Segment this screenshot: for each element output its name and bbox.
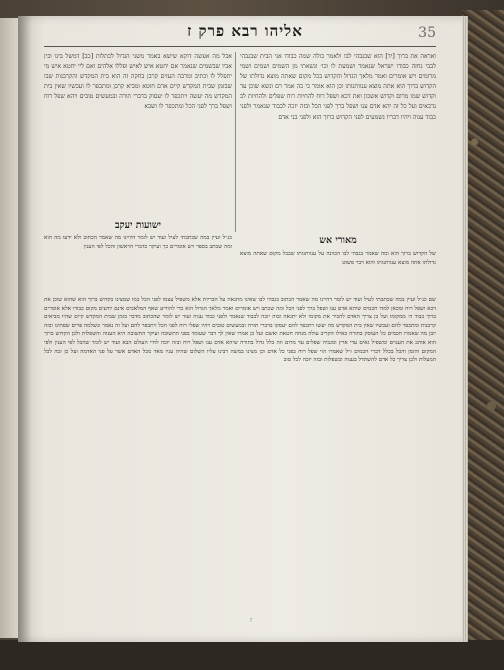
main-text-left-column: אבל מה אעשה דוקא שישא באמר משני הגדול לכתלות [כב] דמשל בינו ובין אביו שבשמים שנאמר אם יחטא איש לאיש ופללו אלהים ואם ליי יחטא איש מי יתפלל לו וכתיב ומרבה העזים קרבן בחקה זה הוא בית המקדש והקרבנות שבו שבזמן שבית המקדש קיים אדם חוטא ומביא קרבן ומתכפר לו ועכשיו שאין בית המקדש מה יעשה ויתכפר לו יעסוק בדברי תורה ובמעשים טובים ויהא שפל רוח ושפל ברך לפני הכל ומתכפר לו ושבא — [44, 53, 232, 111]
footer-mark: ז — [250, 616, 252, 624]
commentary-full-width-block: שם כנ״ל ועיין במה שכתבתי לעיל ועוד יש לומר דהיינו מה שאמר הכתוב בגבהי לבו שאינו מתגאה על הבריות אלא משפיל עצמו לפני הכל כמו שמצינו בקדוש ברוך הוא שהוא שוכן את דכא ושפל רוח ומכאן למדו חכמים שיהא אדם ענו ושפל ברך לפני הכל ומה שכתב ויש אומרים ואמר מלאך הגדול הוא כדי להודיע שאף המלאכים אינם יודעים מקום כבודו אלא אומרים ברוך כבוד ה׳ ממקומו ועל כן צריך האדם להכיר את מקומו ולא יתגאה ובזה יזכה לכבוד שנאמר ולפני כבוד ענוה ועוד יש לומר שהכתוב מדבר בזמן שבית המקדש קיים שהיו מביאים קרבנות ומתכפר להם ועכשיו שאין בית המקדש מה יעשו ויתכפר להם יעסקו בדברי תורה ובמעשים טובים ויהיו שפלי רוח לפני הכל ויתכפר להם ועל זה נאמר ונשלמה פרים שפתינו ובזה יובן מה שאמרו חכמים כל העוסק בתורה כאילו הקריב עולה מנחה חטאת ואשם ועל כן אמרו שאין לך דבר שעומד בפני התשובה ועיקר התשובה היא הענוה והשפלות ולכן הקדוש ברוך הוא אוהב את הענוים ומשפיל גאים עדי ארץ ומגביה שפלים עד מרום וזה כלל גדול בתורה שיהא אדם ענו ושפל רוח ובזה יזכה לחיי העולם הבא ועוד יש לומר שהכל לפי הענין ולפי המקום והזמן והכל בכלל דברי חכמים ז״ל שאמרו הוי שפל רוח בפני כל אדם וכן מצינו במשה רבינו עליו השלום שהיה עניו מאד מכל האדם אשר על פני האדמה ועל כן זכה לכל המעלות ולכן צריך כל אדם להשתדל בענוה ובשפלות ובזה יזכה לכל טוב — [44, 297, 436, 364]
spine-shadow — [18, 16, 32, 642]
column-divider — [235, 52, 236, 232]
commentary-heading-left: ישועות יעקב — [114, 220, 162, 231]
header-rule — [44, 46, 436, 47]
page-header-title: אליהו רבא פרק ז — [187, 22, 303, 40]
page-number: 35 — [418, 25, 436, 41]
background-band — [0, 640, 504, 670]
main-text-right-column: ואראה את ברוך [יד] הוא שבגבהי לבו ולאמר כולה שמה כבודו אני הבית שבגבהי לבבי נחזה כבודו ישראל שנאמר ושמעת לו וכו׳ ונשאתי מן השמים ושמים ושמי מרומים ויש אומרים ואמר מלאך הגדול והקדוש בכל מקום שאתה מוצא גדולתו של הקדוש ברוך הוא אתה מוצא ענוותנותו וכן הוא אומר כי כה אמר רם ונשא שוכן עד וקדוש שמו מרום וקדוש אשכון ואת דכא ושפל רוח להחיות רוח שפלים ולהחיות לב נדכאים ועל כל זה יהא אדם ענו ושפל ברך לפני הכל ובזה יזכה לכבוד שנאמר ולפני כבוד ענוה ויהיו דבריו נשמעים לפני הקדוש ברוך הוא ולפני בני אדם — [240, 53, 436, 121]
marbled-book-cover — [462, 10, 504, 670]
left-page-edge — [0, 18, 18, 638]
page-stack-edge — [462, 16, 468, 642]
commentary-left-column: כנ״ל ועיין במה שכתבתי לעיל ועוד יש לומר דהיינו מה שאמר הכתוב ולא ידעו מה הוא ומה שכתב בספר ויש אומרים כך ועיקר כדברי הראשון והכל לפי הענין — [44, 235, 232, 250]
commentary-heading-right: מאורי אש — [319, 235, 357, 246]
commentary-right-column: של הקדוש ברוך הוא ומה שאמר בגבהי לבו הכוונה על ענוותנותו שבכל מקום שאתה מוצא גדולתו אתה מוצא ענוותנותו והוא דבר פשוט — [240, 251, 436, 266]
